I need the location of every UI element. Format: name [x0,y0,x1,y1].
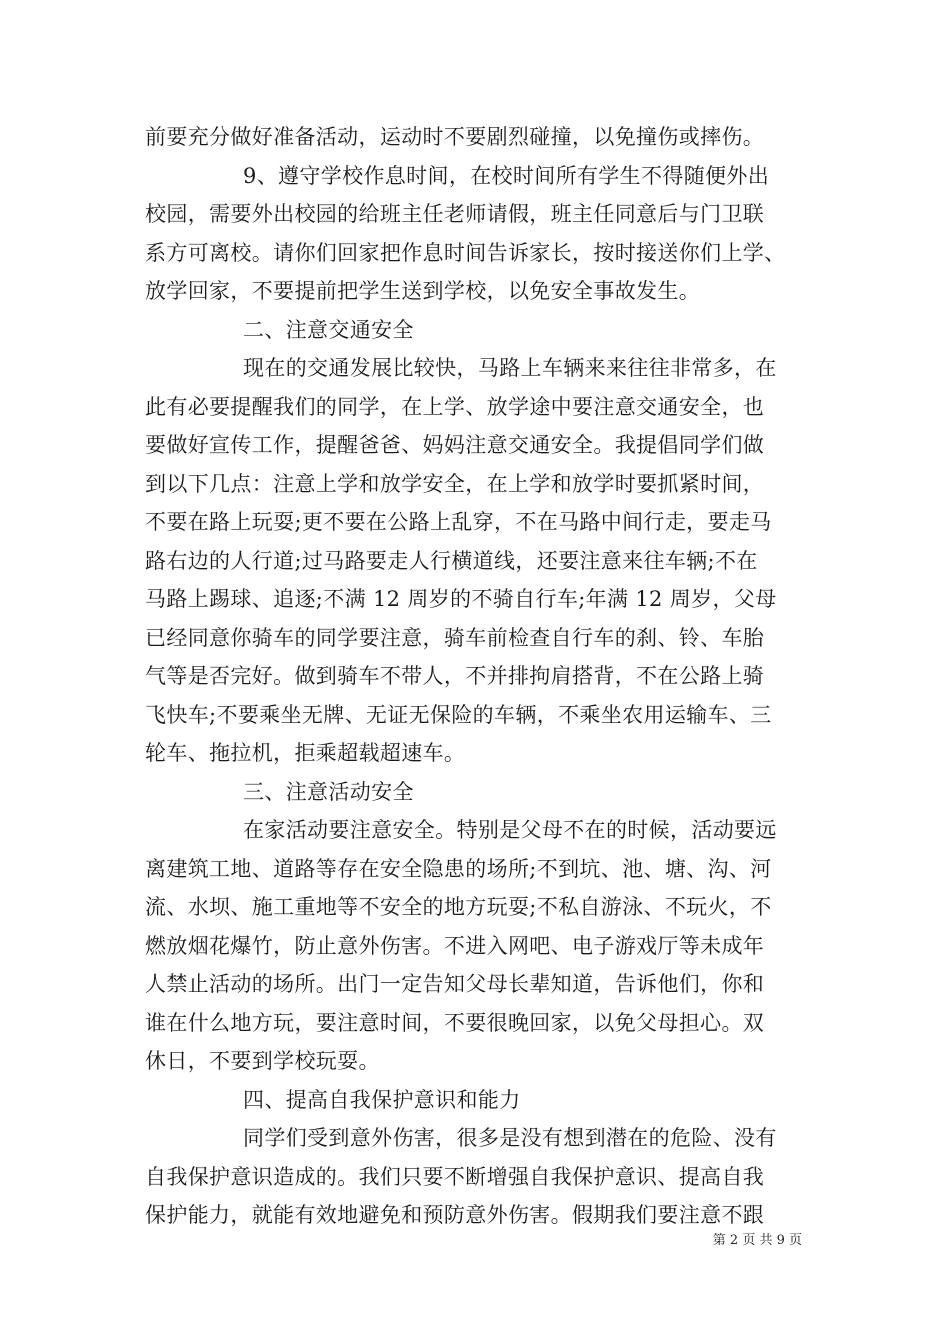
section-heading-self-protection: 四、提高自我保护意识和能力 [243,1087,521,1112]
text-line: 飞快车;不要乘坐无牌、无证无保险的车辆，不乘坐农用运输车、三 [145,702,772,727]
page-number: 第 2 页 共 9 页 [712,1233,802,1248]
text-line: 流、水坝、施工重地等不安全的地方玩耍;不私自游泳、不玩火，不 [145,895,772,919]
text-line: 校园，需要外出校园的给班主任老师请假，班主任同意后与门卫联 [145,202,765,226]
text-line: 系方可离校。请你们回家把作息时间告诉家长，按时接送你们上学、 [145,240,786,265]
text-line: 要做好宣传工作，提醒爸爸、妈妈注意交通安全。我提倡同学们做 [145,433,765,457]
text-line: 马路上踢球、追逐;不满 12 周岁的不骑自行车;年满 12 周岁，父母 [145,587,777,611]
text-line: 前要充分做好准备活动，运动时不要剧烈碰撞，以免撞伤或摔伤。 [145,125,765,149]
text-line: 人禁止活动的场所。出门一定告知父母长辈知道，告诉他们，你和 [145,972,765,996]
text-line: 此有必要提醒我们的同学，在上学、放学途中要注意交通安全，也 [145,394,765,419]
text-line: 自我保护意识造成的。我们只要不断增强自我保护意识、提高自我 [145,1164,765,1189]
text-line: 谁在什么地方玩，要注意时间，不要很晚回家，以免父母担心。双 [145,1010,765,1035]
text-line: 路右边的人行道;过马路要走人行横道线，还要注意来往车辆;不在 [145,548,758,573]
text-line: 保护能力，就能有效地避免和预防意外伤害。假期我们要注意不跟 [145,1203,765,1227]
section-heading-traffic-safety: 二、注意交通安全 [243,317,414,342]
text-line: 同学们受到意外伤害，很多是没有想到潜在的危险、没有 [243,1126,777,1150]
text-line: 9、遵守学校作息时间，在校时间所有学生不得随便外出 [243,163,770,188]
text-line: 休日，不要到学校玩耍。 [145,1049,380,1073]
text-line: 不要在路上玩耍;更不要在公路上乱穿，不在马路中间行走，要走马 [145,510,772,534]
document-body [145,118,810,1235]
text-line: 气等是否完好。做到骑车不带人，不并排拘肩搭背，不在公路上骑 [145,664,765,688]
text-line: 放学回家，不要提前把学生送到学校，以免安全事故发生。 [145,279,701,303]
section-heading-activity-safety: 三、注意活动安全 [243,779,414,804]
text-line: 已经同意你骑车的同学要注意，骑车前检查自行车的刹、铃、车胎 [145,625,765,650]
text-line: 现在的交通发展比较快，马路上车辆来来往往非常多，在 [243,356,777,380]
text-line: 到以下几点：注意上学和放学安全，在上学和放学时要抓紧时间， [145,471,765,496]
text-line: 轮车、拖拉机，拒乘超载超速车。 [145,741,466,765]
text-line: 燃放烟花爆竹，防止意外伤害。不进入网吧、电子游戏厅等未成年 [145,933,765,958]
text-line: 离建筑工地、道路等存在安全隐患的场所;不到坑、池、塘、沟、河 [145,856,772,881]
text-line: 在家活动要注意安全。特别是父母不在的时候，活动要远 [243,818,777,842]
